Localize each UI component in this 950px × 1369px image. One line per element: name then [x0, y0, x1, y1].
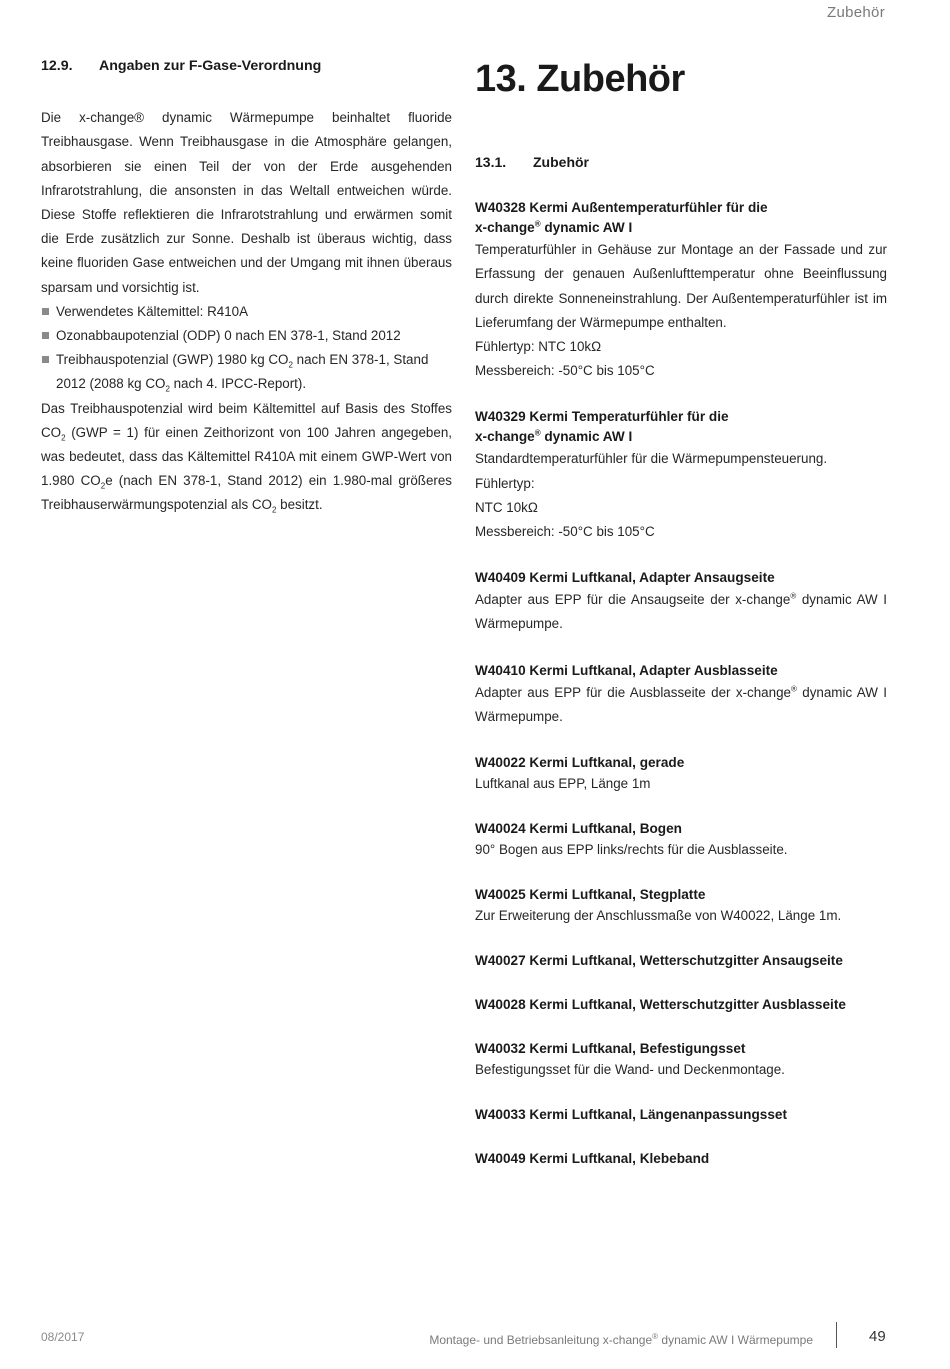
accessory-title: W40049 Kermi Luftkanal, Klebeband — [475, 1151, 710, 1167]
accessory-description: Standardtemperaturfühler für die Wärmepumpensteuerung. — [475, 451, 828, 467]
accessory-description: Zur Erweiterung der Anschlussmaße von W40022, Länge 1m. — [475, 908, 842, 924]
accessory-item — [475, 885, 887, 927]
subsection-heading — [475, 150, 887, 174]
accessory-description: Temperaturfühler in Gehäuse zur Montage an der Fassade und zur Erfassung der genauen Außenlufttemperatur ohne Beeinflussung durch direkte Sonneneinstrahlung. Der Außentemperaturfühler ist im Lieferumfang der Wärmepumpe enthalten. — [475, 242, 887, 330]
page-number: 49 — [869, 1328, 886, 1345]
accessory-item — [475, 1149, 887, 1169]
accessory-item — [475, 407, 887, 544]
bullet-odp: Ozonabbaupotenzial (ODP) 0 nach EN 378-1, Stand 2012 — [41, 324, 452, 348]
footer-divider — [836, 1322, 837, 1348]
accessory-description: Luftkanal aus EPP, Länge 1m — [475, 776, 651, 792]
accessory-item — [475, 661, 887, 729]
accessory-item — [475, 198, 887, 383]
accessory-title: W40028 Kermi Luftkanal, Wetterschutzgitter Ausblasseite — [475, 997, 846, 1013]
section-heading — [41, 54, 452, 78]
running-header: Zubehör — [827, 4, 885, 21]
accessory-item — [475, 1105, 887, 1125]
accessory-description: Adapter aus EPP für die Ansaugseite der x-change® dynamic AW I Wärmepumpe. — [475, 591, 888, 632]
accessory-item — [475, 819, 887, 861]
accessory-title: W40410 Kermi Luftkanal, Adapter Ausblasseite — [475, 662, 778, 678]
accessory-sensor-type: NTC 10kΩ — [475, 499, 538, 515]
accessory-item — [475, 753, 887, 795]
accessory-title: W40032 Kermi Luftkanal, Befestigungsset — [475, 1041, 746, 1057]
chapter-name: Zubehör — [536, 58, 685, 100]
bullet-gwp: Treibhauspotenzial (GWP) 1980 kg $CO_2$ nach EN 378-1, Stand 2012 (2088 kg $CO_2$ nach 4. IPCC-Report). — [41, 348, 452, 396]
accessory-title: W40328 Kermi Außentemperaturfühler für die x-change® dynamic AW I — [475, 200, 768, 236]
gwp-paragraph: Das Treibhauspotenzial wird beim Kältemittel auf Basis des Stoffes $CO_2$ (GWP = 1) für einen Zeithorizont von 100 Jahren angegeben, was bedeutet, dass das Kältemittel R410A mit einem GWP-Wert von 1.980 $CO_2e$ (nach EN 378-1, Stand 2012) ein 1.980-mal größeres Treibhauserwärmungspotenzial als $CO_2$ besitzt. — [41, 400, 452, 516]
accessory-title: W40024 Kermi Luftkanal, Bogen — [475, 821, 682, 837]
accessory-sensor-type-label: Fühlertyp: — [475, 475, 535, 491]
accessory-description: Adapter aus EPP für die Ausblasseite der x-change® dynamic AW I Wärmepumpe. — [475, 684, 887, 724]
section-title: Angaben zur F-Gase-Verordnung — [99, 58, 322, 74]
chapter-number: 13. — [475, 58, 527, 100]
section-number: 12.9. — [41, 58, 73, 74]
accessory-title: W40329 Kermi Temperaturfühler für die x-change® dynamic AW I — [475, 409, 729, 445]
accessory-description: 90° Bogen aus EPP links/rechts für die Ausblasseite. — [475, 842, 788, 858]
subsection-title: Zubehör — [533, 154, 589, 170]
accessory-item — [475, 951, 887, 971]
left-column — [41, 54, 452, 518]
accessory-title: W40409 Kermi Luftkanal, Adapter Ansaugseite — [475, 570, 775, 586]
accessory-title: W40027 Kermi Luftkanal, Wetterschutzgitter Ansaugseite — [475, 953, 843, 969]
footer-document-title: Montage- und Betriebsanleitung x-change® dynamic AW I Wärmepumpe — [429, 1332, 813, 1347]
accessory-range: Messbereich: -50°C bis 105°C — [475, 524, 655, 540]
accessory-title: W40022 Kermi Luftkanal, gerade — [475, 755, 685, 771]
intro-paragraph: Die x-change® dynamic Wärmepumpe beinhaltet fluoride Treibhausgase. Wenn Treibhausgase in die Atmosphäre gelangen, absorbieren sie einen Teil der von der Erde ausgehenden Infrarotstrahlung, die ansonsten in das Weltall entweichen würde. Diese Stoffe reflektieren die Infrarotstrahlung und erwärmen somit die Erde zusätzlich zur Sonne. Deshalb ist überaus wichtig, dass keine fluoriden Gase entweichen und der Umgang mit ihnen überaus sparsam und vorsichtig ist. — [41, 110, 452, 295]
accessory-title: W40033 Kermi Luftkanal, Längenanpassungsset — [475, 1107, 787, 1123]
accessory-item — [475, 1039, 887, 1081]
accessory-title: W40025 Kermi Luftkanal, Stegplatte — [475, 887, 706, 903]
footer-date: 08/2017 — [41, 1330, 85, 1344]
accessory-item — [475, 995, 887, 1015]
accessory-sensor-type: Fühlertyp: NTC 10kΩ — [475, 339, 602, 355]
subsection-number: 13.1. — [475, 154, 507, 170]
accessory-item — [475, 568, 887, 636]
bullet-refrigerant: Verwendetes Kältemittel: R410A — [41, 300, 452, 324]
right-column — [475, 54, 887, 1193]
chapter-title — [475, 56, 887, 102]
accessory-description: Befestigungsset für die Wand- und Deckenmontage. — [475, 1062, 785, 1078]
accessory-range: Messbereich: -50°C bis 105°C — [475, 363, 655, 379]
fgas-bullet-list — [41, 300, 452, 397]
